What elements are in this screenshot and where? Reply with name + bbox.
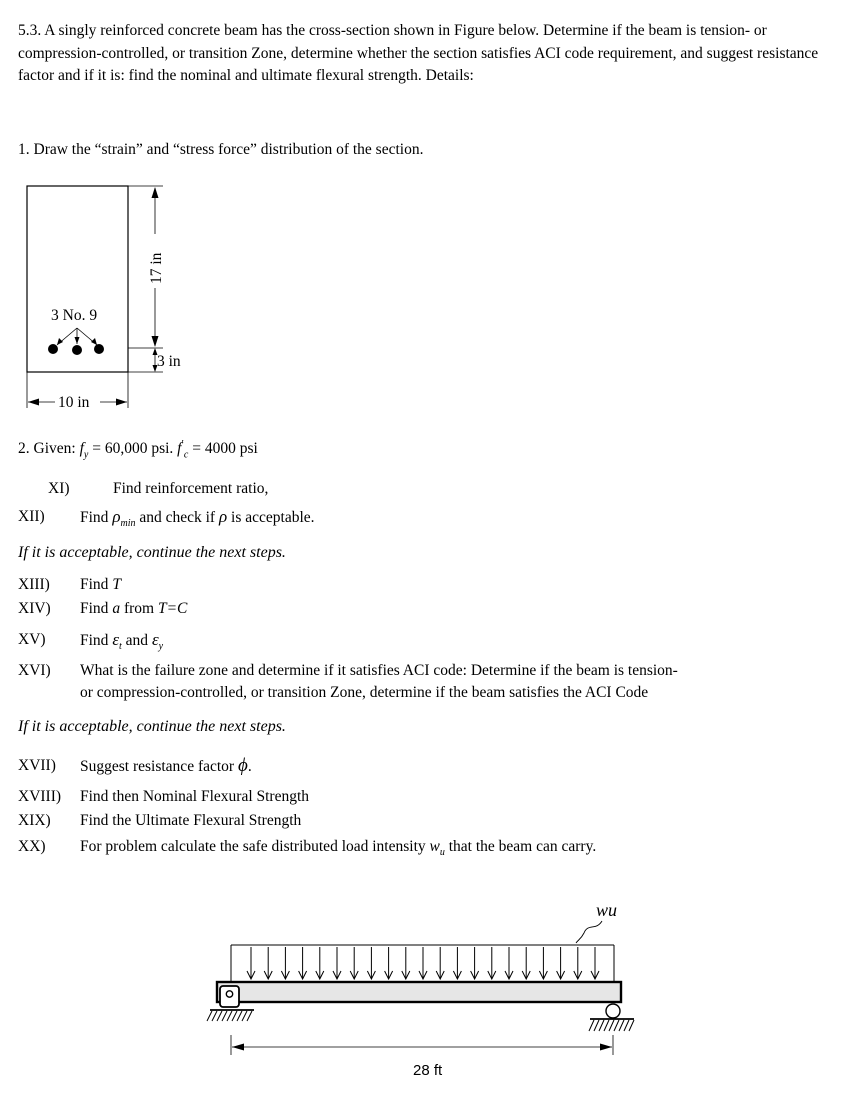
pin-support <box>220 986 239 1007</box>
arrow-down-icon <box>152 336 159 347</box>
cover-label: 3 in <box>157 353 181 370</box>
step-xviii-number: XVIII) <box>18 788 62 805</box>
distributed-load-arrows <box>247 947 599 979</box>
step-xvi-line-1: What is the failure zone and determine if it satisfies ACI code: Determine if the beam is tension- <box>80 662 678 679</box>
step-xiii-number: XIII) <box>18 576 50 593</box>
arrow-up-icon <box>152 187 159 198</box>
step-xii-number: XII) <box>18 508 45 525</box>
step-xvi-line-2: or compression-controlled, or transition Zone, determine if the beam satisfies the ACI Code <box>80 684 649 701</box>
step-xiii-text: Find T <box>80 576 121 593</box>
cross-section-figure <box>15 176 205 416</box>
step-xvii-text: Suggest resistance factor ϕ. <box>80 755 252 776</box>
continue-note-1: If it is acceptable, continue the next steps. <box>18 544 286 561</box>
width-label: 10 in <box>58 394 90 411</box>
step-xv-text: Find $\varepsilon_t$ and $\varepsilon_y$ <box>80 630 164 653</box>
bars-label: 3 No. 9 <box>51 307 98 324</box>
step-xii-text: Find $\rho_{min}$ and check if ρ is acceptable. <box>80 507 315 530</box>
problem-intro: 5.3. A singly reinforced concrete beam has the cross-section shown in Figure below. Determine if the beam is tension- or compression-controlled, or transition Zone, determine whether the section satisfies ACI code requirement, and suggest resistance factor and if it is: find the nominal and ultimate flexural strength. Details: <box>18 22 819 84</box>
given-line: 2. Given: $f_y = 60,000$ psi. $f'_c = 4000$ psi <box>18 438 258 461</box>
step-xv-number: XV) <box>18 631 46 648</box>
step-xiv-text: Find a from T=C <box>80 600 188 617</box>
rebar <box>48 344 58 354</box>
step-1-text: 1. Draw the “strain” and “stress force” distribution of the section. <box>18 141 424 158</box>
step-xiv-number: XIV) <box>18 600 51 617</box>
height-label: 17 in <box>148 252 165 284</box>
step-xvii-number: XVII) <box>18 757 56 774</box>
step-xix-text: Find the Ultimate Flexural Strength <box>80 812 302 829</box>
step-xvi-number: XVI) <box>18 662 51 679</box>
continue-note-2: If it is acceptable, continue the next steps. <box>18 718 286 735</box>
load-leader-line <box>576 921 602 943</box>
step-xi-number: XI) <box>48 480 70 497</box>
load-label: wu <box>596 900 618 920</box>
rebar <box>72 345 82 355</box>
span-label: 28 ft <box>413 1062 443 1079</box>
step-xi-text: Find reinforcement ratio, <box>113 480 269 497</box>
step-xviii-text: Find then Nominal Flexural Strength <box>80 788 310 805</box>
beam <box>217 982 621 1002</box>
step-xix-number: XIX) <box>18 812 51 829</box>
step-xx-number: XX) <box>18 838 46 855</box>
beam-section-outline <box>27 186 128 372</box>
roller-support <box>606 1004 620 1018</box>
beam-load-figure <box>200 895 650 1085</box>
step-xx-text: For problem calculate the safe distributed load intensity $w_u$ that the beam can carry. <box>80 838 597 859</box>
rebar <box>94 344 104 354</box>
